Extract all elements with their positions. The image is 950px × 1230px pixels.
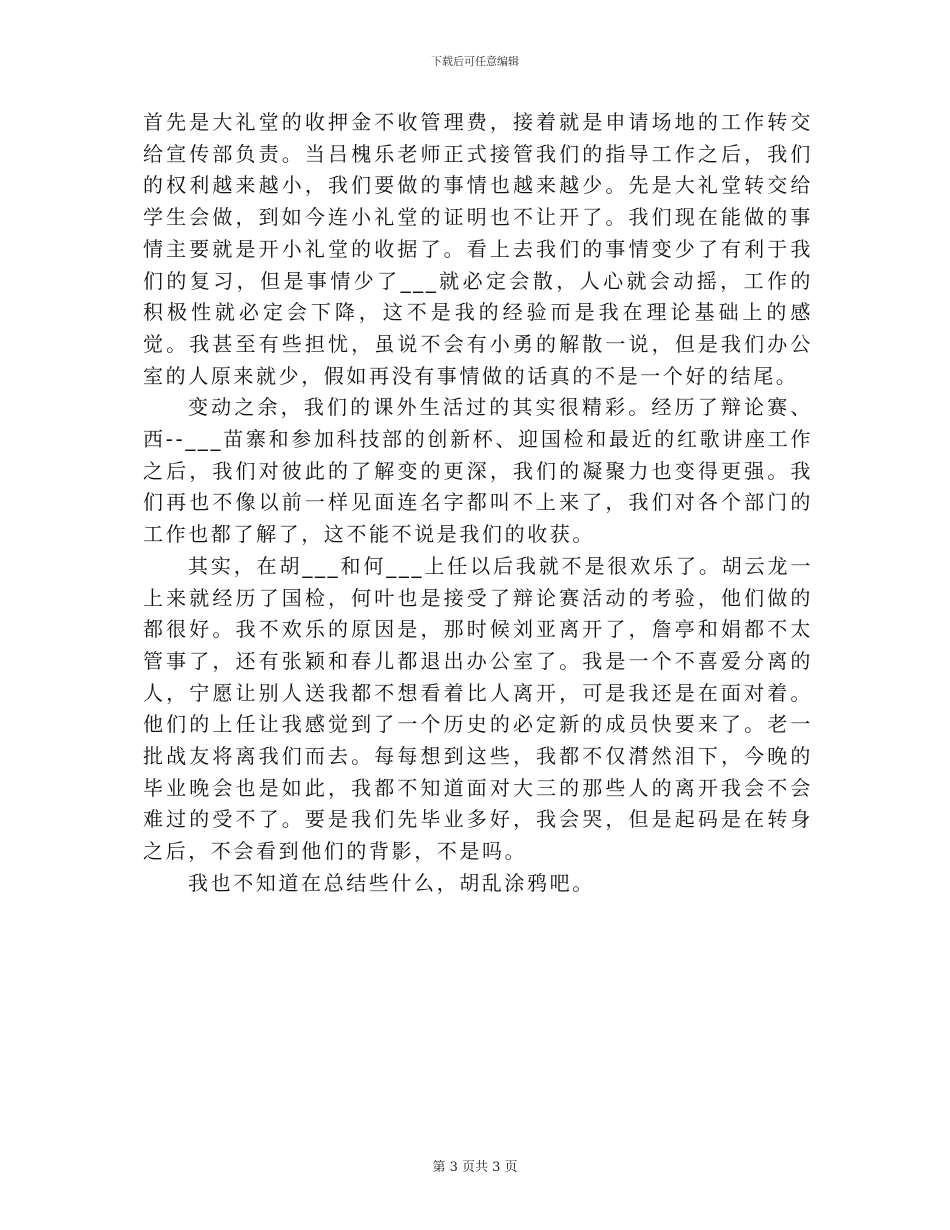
paragraph-2: 变动之余，我们的课外生活过的其实很精彩。经历了辩论赛、西--___苗寨和参加科技部的创新杯、迎国检和最近的红歌讲座工作之后，我们对彼此的了解变的更深，我们的凝聚力也变得更强。我们再也不像以前一样见面连名字都叫不上来了，我们对各个部门的工作也都了解了，这不能不说是我们的收获。 [143,395,813,547]
paragraph-4: 我也不知道在总结些什么，胡乱涂鸦吧。 [188,870,595,895]
page-header: 下载后可任意编辑 [431,55,519,68]
paragraph-1: 首先是大礼堂的收押金不收管理费，接着就是申请场地的工作转交给宣传部负责。当吕槐乐老师正式接管我们的指导工作之后，我们的权利越来越小，我们要做的事情也越来越少。先是大礼堂转交给学生会做，到如今连小礼堂的证明也不让开了。我们现在能做的事情主要就是开小礼堂的收据了。看上去我们的事情变少了有利于我们的复习，但是事情少了___就必定会散，人心就会动摇，工作的积极性就必定会下降，这不是我的经验而是我在理论基础上的感觉。我甚至有些担忧，虽说不会有小勇的解散一说，但是我们办公室的人原来就少，假如再没有事情做的话真的不是一个好的结尾。 [143,110,813,388]
paragraph-3: 其实，在胡___和何___上任以后我就不是很欢乐了。胡云龙一上来就经历了国检，何叶也是接受了辩论赛活动的考验，他们做的都很好。我不欢乐的原因是，那时候刘亚离开了，詹亭和娟都不太管事了，还有张颖和春儿都退出办公室了。我是一个不喜爱分离的人，宁愿让别人送我都不想看着比人离开，可是我还是在面对着。他们的上任让我感觉到了一个历史的必定新的成员快要来了。老一批战友将离我们而去。每每想到这些，我都不仅潸然泪下，今晚的毕业晚会也是如此，我都不知道面对大三的那些人的离开我会不会难过的受不了。要是我们先毕业多好，我会哭，但是起码是在转身之后，不会看到他们的背影，不是吗。 [143,553,813,864]
page-footer: 第 3 页共 3 页 [432,1160,518,1175]
document-body [143,107,813,900]
